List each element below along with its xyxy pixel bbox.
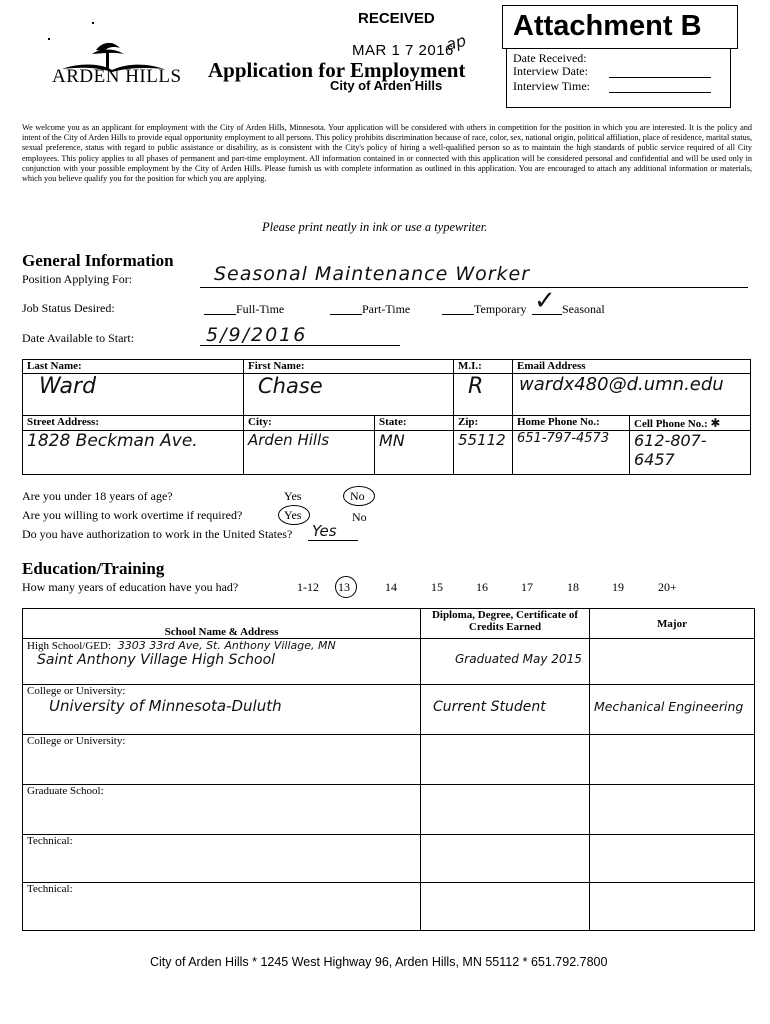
- education-heading: Education/Training: [22, 559, 165, 578]
- last-name-value: Ward: [39, 374, 97, 399]
- street-field[interactable]: [23, 431, 244, 475]
- state-field[interactable]: [375, 431, 454, 475]
- full-time-blank: [204, 314, 236, 315]
- high-school-address: 3303 33rd Ave, St. Anthony Village, MN: [117, 639, 336, 652]
- years-option[interactable]: 20+: [658, 580, 677, 594]
- cell-phone-label: Cell Phone No.:: [634, 418, 708, 430]
- authorization-line: [308, 540, 358, 541]
- graduate-school-field[interactable]: [23, 785, 421, 835]
- college-major: Mechanical Engineering: [594, 699, 744, 714]
- years-option[interactable]: 15: [431, 580, 443, 594]
- cell-phone-header: [630, 416, 751, 431]
- received-stamp: RECEIVED: [358, 10, 435, 27]
- authorization-question: Do you have authorization to work in the United States?: [22, 527, 293, 541]
- college-diploma: Current Student: [433, 699, 546, 715]
- cell-phone-field[interactable]: [630, 431, 751, 475]
- mi-header: M.I.:: [454, 360, 513, 374]
- college-field[interactable]: [23, 685, 421, 735]
- technical-1-field[interactable]: [23, 835, 421, 883]
- first-name-header: First Name:: [244, 360, 454, 374]
- college-2-field[interactable]: [23, 735, 421, 785]
- high-school-field[interactable]: [23, 639, 421, 685]
- years-option[interactable]: 17: [521, 580, 533, 594]
- seasonal-option[interactable]: Seasonal: [562, 302, 605, 316]
- contact-table: [22, 359, 751, 475]
- email-header: Email Address: [513, 360, 751, 374]
- last-name-field[interactable]: [23, 374, 244, 416]
- logo-text: ARDEN HILLS: [52, 66, 182, 87]
- college-major-field[interactable]: [590, 685, 755, 735]
- first-name-value: Chase: [258, 374, 323, 398]
- cell-asterisk-icon: ✱: [710, 416, 721, 430]
- interview-date-label: Interview Date:: [513, 64, 588, 78]
- date-available-label: Date Available to Start:: [22, 331, 135, 345]
- part-time-option[interactable]: Part-Time: [362, 302, 411, 316]
- home-phone-header: Home Phone No.:: [513, 416, 630, 431]
- high-school-diploma: Graduated May 2015: [455, 652, 582, 666]
- technical-1-label: Technical:: [27, 835, 73, 847]
- college-2-major-field[interactable]: [590, 735, 755, 785]
- technical-2-label: Technical:: [27, 883, 73, 895]
- technical-1-diploma-field[interactable]: [421, 835, 590, 883]
- stamp-initials: ap: [443, 30, 469, 55]
- graduate-major-field[interactable]: [590, 785, 755, 835]
- technical-2-major-field[interactable]: [590, 883, 755, 931]
- street-value: 1828 Beckman Ave.: [27, 431, 198, 451]
- graduate-school-label: Graduate School:: [27, 785, 104, 797]
- college-label: College or University:: [27, 685, 126, 697]
- diploma-column-header: Diploma, Degree, Certificate of Credits Earned: [421, 609, 590, 639]
- mi-value: R: [468, 374, 484, 399]
- school-column-header: School Name & Address: [23, 609, 421, 639]
- city-field[interactable]: [244, 431, 375, 475]
- technical-2-diploma-field[interactable]: [421, 883, 590, 931]
- general-information-heading: General Information: [22, 251, 174, 270]
- years-option[interactable]: 19: [612, 580, 624, 594]
- scan-speck: [92, 22, 94, 24]
- mi-field[interactable]: [454, 374, 513, 416]
- technical-1-major-field[interactable]: [590, 835, 755, 883]
- footer-address: City of Arden Hills * 1245 West Highway 96, Arden Hills, MN 55112 * 651.792.7800: [150, 955, 608, 969]
- graduate-diploma-field[interactable]: [421, 785, 590, 835]
- under-18-no[interactable]: No: [350, 489, 365, 503]
- overtime-yes[interactable]: Yes: [284, 508, 302, 522]
- college-diploma-field[interactable]: [421, 685, 590, 735]
- email-field[interactable]: [513, 374, 751, 416]
- office-use-box: [506, 48, 731, 108]
- years-option[interactable]: 16: [476, 580, 488, 594]
- high-school-diploma-field[interactable]: [421, 639, 590, 685]
- city-value: Arden Hills: [248, 431, 330, 449]
- last-name-header: Last Name:: [23, 360, 244, 374]
- temporary-blank: [442, 314, 474, 315]
- years-option[interactable]: 18: [567, 580, 579, 594]
- stamp-city: City of Arden Hills: [330, 78, 443, 93]
- state-value: MN: [379, 431, 405, 450]
- received-date: MAR 1 7 2016: [352, 42, 454, 59]
- overtime-no[interactable]: No: [352, 510, 367, 524]
- technical-2-field[interactable]: [23, 883, 421, 931]
- seasonal-check-icon: ✓: [534, 286, 556, 316]
- zip-field[interactable]: [454, 431, 513, 475]
- interview-time-label: Interview Time:: [513, 79, 590, 93]
- under-18-yes[interactable]: Yes: [284, 489, 302, 503]
- years-option[interactable]: 14: [385, 580, 397, 594]
- cell-phone-value: 612-807-6457: [634, 431, 707, 469]
- logo: [42, 36, 182, 91]
- high-school-major-field[interactable]: [590, 639, 755, 685]
- education-table: [22, 608, 755, 931]
- overtime-question: Are you willing to work overtime if required?: [22, 508, 243, 522]
- position-field[interactable]: Seasonal Maintenance Worker: [214, 263, 531, 285]
- date-available-line: [200, 345, 400, 346]
- part-time-blank: [330, 314, 362, 315]
- major-column-header: Major: [590, 609, 755, 639]
- first-name-field[interactable]: [244, 374, 454, 416]
- home-phone-field[interactable]: [513, 431, 630, 475]
- under-18-question: Are you under 18 years of age?: [22, 489, 173, 503]
- page-title: Application for Employment: [208, 58, 466, 82]
- years-option[interactable]: 1-12: [297, 580, 319, 594]
- interview-time-line: [609, 92, 711, 93]
- attachment-label: [502, 5, 738, 49]
- street-header: Street Address:: [23, 416, 244, 431]
- position-line: [200, 287, 748, 288]
- years-option[interactable]: 13: [338, 580, 350, 594]
- intro-paragraph: We welcome you as an applicant for employment with the City of Arden Hills, Minnesota. Your application will be considered with others in competition for the position in which you are interested. It is the policy and intent of the City of Arden Hills to provide equal opportunity employment to all persons. This policy prohibits discrimination because of race, color, sex, national origin, political affiliation, place of residence, marital status, sexual preference, status with regard to public assistance or disability, as is consistent with the City's policy of hiring a well-qualified person so as to maintain the high standards of public service required of all City employees. This policy applies to all phases of permanent and part-time employment. All information contained in or connected with this application will be considered personal and confidential and will be used only in conjunction with your possible employment by the City of Arden Hills. Please furnish us with complete information as outlined in this application. You are encouraged to attach any additional information or materials, which you believe qualify you for the position for which you are applying.: [22, 123, 752, 184]
- interview-date-line: [609, 77, 711, 78]
- city-header: City:: [244, 416, 375, 431]
- home-phone-value: 651-797-4573: [517, 431, 610, 446]
- state-header: State:: [375, 416, 454, 431]
- date-available-field[interactable]: 5/9/2016: [206, 324, 308, 346]
- zip-header: Zip:: [454, 416, 513, 431]
- position-label: Position Applying For:: [22, 272, 133, 286]
- email-value: wardx480@d.umn.edu: [519, 374, 724, 395]
- college-2-label: College or University:: [27, 735, 126, 747]
- high-school-label: High School/GED:: [27, 640, 112, 652]
- temporary-option[interactable]: Temporary: [474, 302, 527, 316]
- job-status-label: Job Status Desired:: [22, 301, 115, 315]
- attachment-text: Attachment B: [513, 10, 702, 42]
- college-2-diploma-field[interactable]: [421, 735, 590, 785]
- zip-value: 55112: [458, 431, 506, 449]
- instruction-text: Please print neatly in ink or use a typewriter.: [262, 220, 488, 234]
- full-time-option[interactable]: Full-Time: [236, 302, 285, 316]
- college-name: University of Minnesota-Duluth: [49, 697, 282, 715]
- high-school-name: Saint Anthony Village High School: [37, 652, 276, 668]
- years-education-label: How many years of education have you had?: [22, 580, 239, 594]
- authorization-answer[interactable]: Yes: [312, 522, 337, 540]
- date-received-label: Date Received:: [513, 51, 587, 65]
